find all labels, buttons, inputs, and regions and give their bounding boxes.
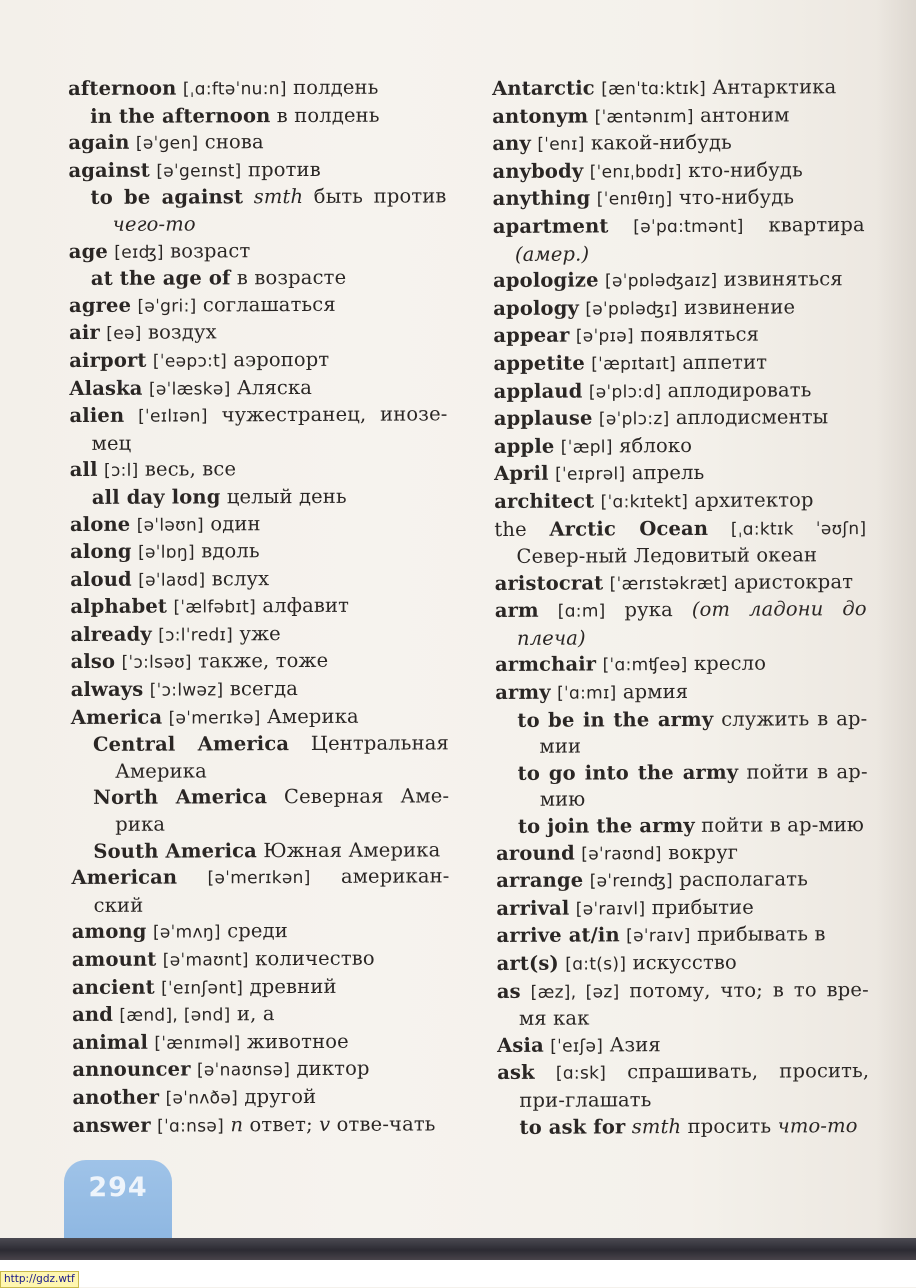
dictionary-entry (495, 678, 867, 708)
translation: потому, что; в то вре-мя как (518, 977, 869, 1031)
translation: животное (240, 1029, 349, 1054)
dictionary-entry (494, 487, 866, 517)
headword: Asia (497, 1033, 544, 1057)
transcription: [ˈeɪnʃənt] (161, 977, 244, 999)
translation: армия (616, 680, 689, 704)
translation: древний (243, 974, 337, 998)
headword: age (68, 239, 108, 263)
transcription: [əˈpɒləʤaɪz] (604, 270, 718, 292)
dictionary-entry (492, 74, 864, 104)
dictionary-entry (72, 1056, 450, 1085)
dictionary-phrase (70, 483, 448, 511)
dictionary-entry (71, 864, 449, 920)
dictionary-phrase (71, 731, 449, 786)
headword: to go into the army (517, 760, 739, 785)
translation: Северная Аме-рика (115, 784, 450, 836)
headword: and (72, 1003, 114, 1027)
headword: answer (72, 1113, 151, 1137)
transcription: [əˈnʌðə] (165, 1088, 239, 1109)
translation: квартира (743, 213, 865, 237)
translation: аплодисменты (669, 405, 829, 430)
dictionary-entry (494, 432, 866, 462)
headword: armchair (495, 652, 597, 677)
headword: against (68, 158, 150, 182)
translation: воздух (141, 320, 217, 345)
translation: снова (198, 130, 264, 154)
page-edge-shadow (876, 0, 916, 1250)
grammar-note: v (312, 1112, 331, 1136)
dictionary-entry (494, 515, 866, 571)
headword: all (69, 458, 98, 482)
translation: в возрасте (230, 265, 347, 290)
transcription: [əˈləʊn] (136, 514, 205, 536)
translation: извинение (677, 295, 796, 319)
headword: always (70, 677, 144, 702)
translation: антоним (693, 103, 790, 127)
transcription: [ɑ:m] (557, 601, 606, 622)
translation: Азия (603, 1032, 661, 1057)
headword: anything (492, 186, 591, 211)
transcription: [ɔ:l] (103, 461, 139, 482)
transcription: [əˈnaʊnsə] (196, 1060, 291, 1081)
dictionary-entry (492, 157, 864, 187)
translation: появляться (633, 322, 760, 347)
headword: to be in the army (517, 707, 714, 732)
headword: applause (493, 406, 593, 431)
dictionary-phrase (495, 706, 867, 761)
headword: appetite (493, 351, 585, 375)
translation: вокруг (661, 840, 739, 864)
headword: ancient (71, 975, 155, 999)
headword: anybody (492, 159, 584, 183)
translation: что-нибудь (672, 185, 795, 210)
dictionary-entry (72, 1083, 450, 1112)
dictionary-entry (68, 129, 446, 158)
headword: around (496, 841, 575, 865)
headword: announcer (72, 1057, 191, 1082)
transcription: [ˈɔ:lsəʊ] (121, 652, 192, 674)
grammar-note: что-то (771, 1113, 858, 1138)
translation: располагать (672, 867, 809, 892)
transcription: [ˈenɪ] (537, 134, 585, 155)
dictionary-entry (497, 949, 869, 979)
translation: искусство (626, 950, 737, 975)
transcription: [əˈmerɪkən] (207, 868, 311, 889)
dictionary-entry (70, 593, 448, 622)
dictionary-entry (497, 977, 869, 1033)
translation: какой-нибудь (584, 130, 732, 155)
transcription: [ˌɑ:ftəˈnu:n] (182, 79, 287, 100)
translation: пойти в ар-мию (539, 759, 868, 812)
headword: South America (93, 838, 257, 863)
translation: пойти в ар-мию (694, 813, 865, 837)
dictionary-entry (72, 918, 450, 947)
dictionary-entry (496, 894, 868, 924)
headword: animal (72, 1030, 149, 1054)
transcription: [ˈæntənɪm] (594, 106, 694, 128)
dictionary-entry (69, 346, 447, 375)
transcription: [əˈreɪnʤ] (589, 871, 673, 892)
dictionary-entry (495, 569, 867, 599)
transcription: [ˌɑ:ktɪk ˈəʊʃn] (730, 518, 867, 540)
dictionary-entry (72, 945, 450, 974)
translation: всегда (223, 677, 299, 701)
dictionary-entry (70, 510, 448, 539)
transcription: [ˈɑ:mʧeə] (602, 655, 688, 676)
headword: to join the army (517, 813, 695, 838)
translation: алфавит (255, 594, 350, 618)
dictionary-entry (493, 184, 865, 214)
headword: April (494, 462, 549, 486)
usage-note: (амер.) (514, 242, 590, 266)
translation: один (203, 511, 261, 535)
dictionary-entry (493, 349, 865, 379)
transcription: [ˈænɪməl] (154, 1033, 241, 1054)
grammar-note: smth (625, 1114, 682, 1138)
dictionary-entry (497, 1058, 869, 1114)
dictionary-entry (70, 620, 448, 649)
transcription: [ˈæpl] (560, 437, 613, 458)
dictionary-entry (72, 1001, 450, 1030)
dictionary-entry (497, 1031, 869, 1061)
dictionary-entry (72, 1028, 450, 1057)
headword: art(s) (496, 951, 559, 975)
headword: any (492, 131, 532, 156)
dictionary-entry (69, 319, 447, 348)
headword: another (72, 1085, 160, 1109)
transcription: [əˈraɪv] (626, 926, 691, 947)
dictionary-phrase (496, 759, 868, 814)
transcription: [əˈpɑ:tmənt] (633, 216, 744, 238)
transcription: [əˈmerɪkə] (168, 707, 261, 729)
headword: applaud (493, 379, 583, 403)
page-number: 294 (88, 1172, 148, 1203)
transcription: [ˈeɪprəl] (555, 464, 626, 485)
transcription: [æz], [əz] (530, 981, 620, 1003)
dictionary-entry (493, 321, 865, 351)
translation: служить в ар-мии (539, 706, 868, 759)
translation: диктор (290, 1057, 370, 1081)
dictionary-entry (72, 973, 450, 1002)
dictionary-entry (492, 129, 864, 159)
dictionary-phrase (71, 784, 449, 839)
dictionary-phrase (71, 837, 449, 865)
headword: arrival (496, 896, 570, 920)
transcription: [ˈælfəbɪt] (173, 597, 257, 618)
translation: просить (681, 1114, 772, 1138)
scan-bottom-edge (0, 1238, 916, 1260)
dictionary-entry (494, 377, 866, 407)
dictionary-entry (496, 839, 868, 869)
headword: North America (93, 785, 268, 810)
headword: to ask for (519, 1114, 626, 1139)
transcription: [əˈmʌŋ] (152, 922, 221, 944)
headword: architect (494, 489, 595, 513)
headword: aloud (70, 567, 132, 591)
translation: вслух (205, 566, 270, 591)
transcription: [ænˈtɑ:ktɪk] (601, 78, 707, 100)
transcription: [ˈɔ:lwəz] (149, 680, 224, 701)
dictionary-entry (495, 651, 867, 681)
translation: другой (237, 1084, 317, 1109)
headword: alien (69, 403, 125, 428)
translation: среди (220, 919, 288, 943)
transcription: [əˈraʊnd] (581, 843, 662, 865)
dictionary-entry (493, 212, 865, 268)
translation: апрель (625, 461, 705, 485)
headword: along (70, 539, 132, 564)
translation: Центральная Америка (114, 731, 449, 783)
transcription: [ˈenɪθɪŋ] (596, 189, 673, 210)
dictionary-phrase (68, 102, 446, 130)
headword: amount (71, 947, 157, 971)
transcription: [ɔ:lˈredɪ] (158, 625, 234, 646)
transcription: [ˈærɪstəkræt] (609, 573, 728, 595)
headword: to be against (90, 185, 244, 210)
dictionary-entry (71, 648, 449, 677)
translation: в полдень (270, 103, 380, 127)
headword: America (70, 705, 163, 729)
translation: весь, все (138, 457, 237, 482)
transcription: [əˈgeɪnst] (156, 161, 242, 182)
headword: airport (69, 348, 147, 372)
translation: Южная Америка (256, 838, 441, 862)
entry-prefix: the (494, 517, 550, 541)
transcription: [ænd], [ənd] (119, 1005, 231, 1026)
transcription: [ˈeɪʃə] (550, 1036, 604, 1057)
transcription: [eɪʤ] (114, 242, 164, 263)
headword: agree (68, 293, 132, 317)
translation: извиняться (717, 267, 843, 291)
translation: яблоко (612, 433, 693, 458)
headword: apology (493, 296, 579, 320)
headword: apple (493, 434, 555, 458)
headword: appear (493, 323, 570, 348)
dictionary-phrase (496, 812, 868, 841)
headword: Alaska (69, 376, 143, 400)
transcription: [əˈgen] (135, 133, 199, 154)
dictionary-entry (69, 374, 447, 403)
usage-note: (от ладони до плеча) (516, 597, 867, 650)
translation: Север-ный Ледовитый океан (516, 543, 818, 568)
dictionary-entry (73, 1111, 451, 1140)
headword: alphabet (70, 594, 168, 619)
translation: быть против (303, 184, 447, 209)
transcription: [ˈɑ:kɪtekt] (600, 491, 689, 513)
transcription: [ˈæpɪtaɪt] (591, 353, 677, 375)
headword: antonym (492, 104, 589, 128)
transcription: [ˈeəpɔ:t] (152, 351, 228, 372)
transcription: [əˈgri:] (137, 296, 197, 317)
transcription: [ˈɑ:nsə] (157, 1115, 225, 1137)
headword: among (71, 920, 147, 944)
grammar-note: n (224, 1112, 244, 1136)
translation: отве-чать (330, 1111, 436, 1136)
dictionary-entry (494, 459, 866, 489)
translation: кресло (687, 652, 767, 676)
headword: Central America (92, 732, 290, 757)
headword: also (70, 650, 116, 674)
transcription: [ˈeɪlɪən] (138, 406, 208, 427)
dictionary-entry (492, 102, 864, 132)
transcription: [ˈɑ:mɪ] (557, 683, 617, 704)
translation: количество (248, 946, 375, 971)
translation: аплодировать (661, 377, 812, 402)
translation: прибывать в (690, 922, 826, 947)
dictionary-entry (71, 703, 449, 732)
transcription: [ˈenɪˌbɒdɪ] (589, 161, 682, 183)
dictionary-entry (496, 921, 868, 951)
dictionary-entry (69, 291, 447, 320)
headword: arrange (496, 868, 584, 893)
dictionary-entry (70, 565, 448, 594)
translation: спрашивать, просить, при-глашать (519, 1059, 870, 1112)
right-column (492, 74, 870, 1141)
left-column (68, 74, 451, 1140)
translation: уже (233, 621, 281, 646)
headword: as (496, 979, 521, 1003)
translation: рука (605, 598, 673, 622)
translation: Америка (260, 704, 359, 728)
headword: Arctic Ocean (549, 516, 709, 541)
dictionary-entry (71, 675, 449, 704)
transcription: [əˈlɒŋ] (138, 542, 195, 563)
headword: all day long (91, 485, 221, 509)
translation: вдоль (194, 539, 260, 563)
headword: afternoon (68, 76, 177, 100)
headword: air (69, 321, 100, 345)
transcription: [əˈplɔ:z] (598, 409, 670, 430)
transcription: [əˈpɪə] (575, 326, 634, 347)
translation: аэропорт (226, 347, 330, 372)
grammar-note: чего-то (112, 212, 196, 236)
scan-margin (0, 1260, 916, 1287)
headword: apartment (492, 214, 609, 238)
headword: arm (494, 599, 539, 623)
dictionary-entry (70, 537, 448, 566)
headword: ask (497, 1061, 535, 1085)
translation: аристократ (727, 569, 854, 594)
dictionary-entry (69, 237, 447, 266)
translation: соглашаться (196, 292, 336, 317)
transcription: [əˈmaʊnt] (162, 950, 249, 971)
dictionary-phrase (69, 265, 447, 293)
transcription: [əˈraɪvl] (575, 899, 646, 920)
translation: Аляска (230, 375, 313, 399)
translation: чужестранец, инозе-мец (91, 402, 448, 455)
translation: целый день (220, 484, 347, 509)
headword: again (68, 130, 130, 155)
translation: также, тоже (191, 649, 329, 673)
transcription: [ɑ:t(s)] (565, 954, 627, 975)
translation: ответ; (243, 1112, 313, 1136)
transcription: [əˈlaʊd] (138, 570, 206, 591)
transcription: [əˈpɒləʤɪ] (585, 298, 678, 320)
headword: American (71, 865, 178, 890)
source-link[interactable]: http://gdz.wtf (0, 1271, 79, 1288)
dictionary-entry (70, 456, 448, 485)
headword: at the age of (90, 266, 231, 291)
translation: и, а (230, 1002, 275, 1026)
transcription: [əˈplɔ:d] (588, 381, 662, 403)
translation: архитектор (688, 488, 814, 512)
translation: полдень (286, 75, 379, 100)
translation: Антарктика (705, 75, 837, 99)
headword: arrive at/in (496, 923, 620, 948)
headword: Antarctic (492, 76, 595, 100)
translation: аппетит (675, 350, 768, 374)
dictionary-entry (494, 404, 866, 434)
dictionary-entry (495, 596, 867, 652)
translation: прибытие (645, 895, 755, 920)
dictionary-entry (493, 294, 865, 324)
translation: против (241, 157, 321, 182)
dictionary-entry (496, 866, 868, 896)
dictionary-entry (493, 266, 865, 296)
dictionary-entry (68, 74, 446, 103)
translation: кто-нибудь (681, 158, 803, 182)
dictionary-entry (69, 401, 447, 457)
dictionary-entry (68, 156, 446, 185)
translation: возраст (163, 238, 251, 263)
transcription: [əˈlæskə] (148, 378, 231, 400)
transcription: [ɑ:sk] (555, 1063, 607, 1085)
headword: apologize (493, 268, 599, 293)
headword: aristocrat (494, 571, 604, 595)
headword: already (70, 622, 152, 646)
translation: американ-ский (93, 864, 450, 917)
transcription: [eə] (106, 324, 142, 345)
headword: in the afternoon (90, 103, 271, 128)
dictionary-phrase (497, 1113, 869, 1142)
grammar-note: smth (243, 185, 304, 209)
dictionary-phrase (68, 184, 446, 239)
headword: alone (69, 512, 131, 536)
headword: army (495, 680, 551, 705)
